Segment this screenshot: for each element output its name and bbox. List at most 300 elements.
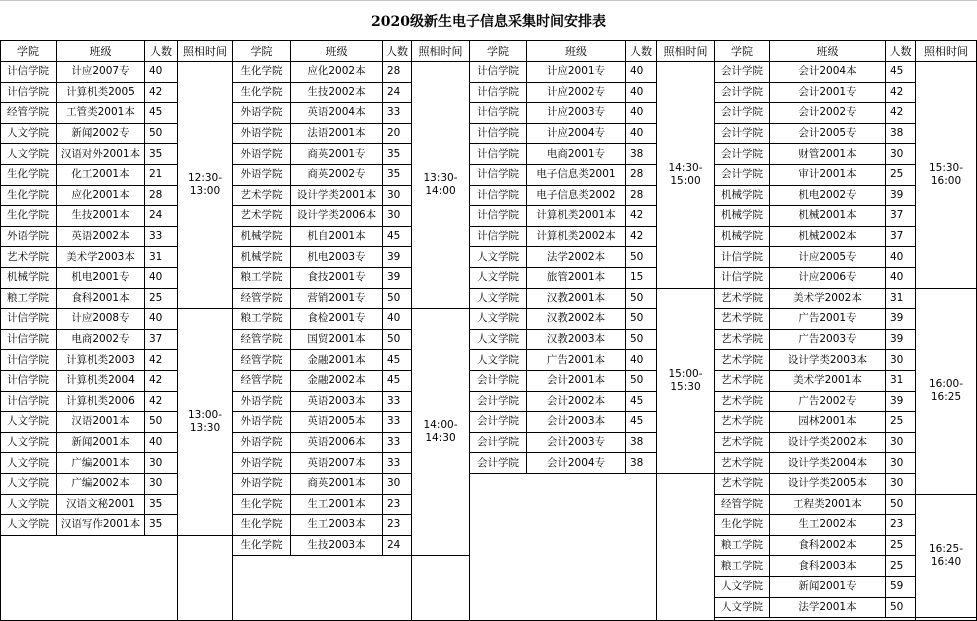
cell-class: 广告2001专 xyxy=(770,309,886,330)
cell-college: 会计学院 xyxy=(715,83,770,104)
schedule-table xyxy=(0,41,977,621)
cell-count: 25 xyxy=(886,412,916,433)
cell-class: 设计学类2001本 xyxy=(291,186,383,207)
cell-count: 25 xyxy=(886,165,916,186)
header-count: 人数 xyxy=(383,41,412,62)
cell-college: 人文学院 xyxy=(0,144,57,165)
cell-count: 42 xyxy=(145,371,178,392)
cell-class: 会计2004专 xyxy=(527,453,626,474)
cell-class: 美术学2001本 xyxy=(770,371,886,392)
cell-count: 33 xyxy=(383,453,412,474)
cell-count: 31 xyxy=(886,371,916,392)
cell-college: 经管学院 xyxy=(233,371,291,392)
cell-count: 23 xyxy=(383,495,412,516)
cell-count: 50 xyxy=(383,289,412,310)
cell-count: 24 xyxy=(383,536,412,557)
cell-class: 汉语文秘2001 xyxy=(57,495,145,516)
cell-college: 人文学院 xyxy=(0,433,57,454)
cell-class: 新闻2001专 xyxy=(770,577,886,598)
empty-area xyxy=(657,474,715,621)
cell-college: 粮工学院 xyxy=(715,556,770,577)
cell-class: 生工2002本 xyxy=(770,515,886,536)
cell-college: 生化学院 xyxy=(233,62,291,83)
cell-college: 计信学院 xyxy=(715,247,770,268)
cell-college: 会计学院 xyxy=(715,165,770,186)
cell-count: 42 xyxy=(626,206,657,227)
cell-class: 营销2001专 xyxy=(291,289,383,310)
cell-class: 机械2001本 xyxy=(770,206,886,227)
cell-class: 计应2006专 xyxy=(770,268,886,289)
cell-count: 20 xyxy=(383,124,412,145)
cell-count: 38 xyxy=(886,124,916,145)
cell-college: 会计学院 xyxy=(715,144,770,165)
cell-count: 25 xyxy=(886,556,916,577)
empty-area xyxy=(412,556,470,621)
cell-college: 计信学院 xyxy=(470,103,527,124)
cell-count: 38 xyxy=(626,433,657,454)
cell-college: 生化学院 xyxy=(715,515,770,536)
cell-class: 计应2005专 xyxy=(770,247,886,268)
cell-college: 人文学院 xyxy=(470,289,527,310)
cell-college: 计信学院 xyxy=(0,392,57,413)
cell-class: 广告2001本 xyxy=(527,350,626,371)
cell-college: 人文学院 xyxy=(715,598,770,619)
cell-count: 40 xyxy=(145,62,178,83)
cell-class: 国贸2001本 xyxy=(291,330,383,351)
cell-class: 计应2001专 xyxy=(527,62,626,83)
cell-class: 计算机类2001本 xyxy=(527,206,626,227)
cell-class: 设计学类2005本 xyxy=(770,474,886,495)
cell-count: 30 xyxy=(886,474,916,495)
cell-count: 30 xyxy=(886,144,916,165)
cell-college: 外语学院 xyxy=(233,165,291,186)
cell-count: 24 xyxy=(383,83,412,104)
cell-college: 艺术学院 xyxy=(715,412,770,433)
cell-class: 食检2001专 xyxy=(291,309,383,330)
empty-area xyxy=(233,556,412,621)
cell-count: 42 xyxy=(886,83,916,104)
header-class: 班级 xyxy=(527,41,626,62)
cell-class: 工程类2001本 xyxy=(770,495,886,516)
cell-class: 商英2002专 xyxy=(291,165,383,186)
cell-count: 30 xyxy=(383,474,412,495)
cell-class: 汉教2003本 xyxy=(527,330,626,351)
cell-count: 50 xyxy=(886,495,916,516)
time-slot: 12:30- 13:00 xyxy=(178,62,233,309)
cell-class: 食技2001专 xyxy=(291,268,383,289)
cell-count: 40 xyxy=(626,103,657,124)
cell-class: 机电2001专 xyxy=(57,268,145,289)
cell-class: 汉语对外2001本 xyxy=(57,144,145,165)
empty-area xyxy=(0,536,178,621)
cell-count: 35 xyxy=(145,144,178,165)
cell-college: 计信学院 xyxy=(0,83,57,104)
cell-college: 艺术学院 xyxy=(715,453,770,474)
time-slot: 16:00- 16:25 xyxy=(916,289,977,495)
cell-college: 生化学院 xyxy=(0,186,57,207)
empty-area xyxy=(470,474,657,621)
cell-college: 会计学院 xyxy=(715,62,770,83)
cell-college: 计信学院 xyxy=(470,83,527,104)
header-count: 人数 xyxy=(886,41,916,62)
cell-class: 审计2001本 xyxy=(770,165,886,186)
cell-college: 人文学院 xyxy=(470,268,527,289)
cell-college: 经管学院 xyxy=(0,103,57,124)
cell-class: 食科2003本 xyxy=(770,556,886,577)
cell-class: 应化2001本 xyxy=(57,186,145,207)
cell-class: 英语2007本 xyxy=(291,453,383,474)
cell-college: 会计学院 xyxy=(470,433,527,454)
cell-class: 法学2002本 xyxy=(527,247,626,268)
cell-class: 汉教2002本 xyxy=(527,309,626,330)
cell-class: 应化2002本 xyxy=(291,62,383,83)
cell-class: 生工2003本 xyxy=(291,515,383,536)
header-class: 班级 xyxy=(770,41,886,62)
cell-college: 外语学院 xyxy=(233,412,291,433)
cell-class: 计应2004专 xyxy=(527,124,626,145)
cell-count: 45 xyxy=(626,392,657,413)
cell-count: 40 xyxy=(145,268,178,289)
cell-college: 计信学院 xyxy=(470,227,527,248)
cell-count: 42 xyxy=(145,392,178,413)
cell-class: 电子信息类2002 xyxy=(527,186,626,207)
cell-count: 45 xyxy=(383,227,412,248)
header-time: 照相时间 xyxy=(178,41,233,62)
cell-count: 45 xyxy=(383,371,412,392)
cell-college: 人文学院 xyxy=(470,247,527,268)
cell-class: 金融2002本 xyxy=(291,371,383,392)
cell-class: 机电2003专 xyxy=(291,247,383,268)
cell-college: 艺术学院 xyxy=(715,433,770,454)
cell-class: 会计2005专 xyxy=(770,124,886,145)
cell-college: 人文学院 xyxy=(0,495,57,516)
cell-count: 40 xyxy=(626,62,657,83)
cell-count: 30 xyxy=(145,453,178,474)
cell-college: 机械学院 xyxy=(233,227,291,248)
cell-class: 会计2002本 xyxy=(527,392,626,413)
cell-college: 会计学院 xyxy=(470,412,527,433)
cell-count: 35 xyxy=(145,515,178,536)
cell-college: 计信学院 xyxy=(0,309,57,330)
cell-count: 50 xyxy=(626,309,657,330)
cell-count: 28 xyxy=(145,186,178,207)
cell-count: 23 xyxy=(886,515,916,536)
cell-count: 39 xyxy=(886,392,916,413)
cell-count: 30 xyxy=(145,474,178,495)
cell-class: 广编2001本 xyxy=(57,453,145,474)
cell-class: 会计2004本 xyxy=(770,62,886,83)
cell-count: 25 xyxy=(886,536,916,557)
cell-class: 会计2001本 xyxy=(527,371,626,392)
cell-count: 39 xyxy=(383,247,412,268)
cell-class: 英语2006本 xyxy=(291,433,383,454)
cell-college: 人文学院 xyxy=(0,474,57,495)
cell-count: 28 xyxy=(626,186,657,207)
cell-class: 计算机类2003 xyxy=(57,350,145,371)
cell-college: 粮工学院 xyxy=(233,268,291,289)
cell-college: 人文学院 xyxy=(470,350,527,371)
cell-class: 会计2003专 xyxy=(527,433,626,454)
cell-count: 30 xyxy=(383,186,412,207)
cell-college: 人文学院 xyxy=(0,412,57,433)
cell-class: 化工2001本 xyxy=(57,165,145,186)
cell-class: 食科2001本 xyxy=(57,289,145,310)
cell-class: 汉语写作2001本 xyxy=(57,515,145,536)
cell-class: 法学2001本 xyxy=(770,598,886,619)
cell-college: 经管学院 xyxy=(233,289,291,310)
cell-class: 计应2008专 xyxy=(57,309,145,330)
cell-college: 机械学院 xyxy=(715,186,770,207)
cell-class: 英语2002本 xyxy=(57,227,145,248)
empty-area xyxy=(178,536,233,621)
cell-college: 艺术学院 xyxy=(715,330,770,351)
cell-class: 工管类2001本 xyxy=(57,103,145,124)
cell-class: 美术学2003本 xyxy=(57,247,145,268)
cell-count: 40 xyxy=(145,309,178,330)
cell-college: 粮工学院 xyxy=(715,536,770,557)
cell-college: 经管学院 xyxy=(715,495,770,516)
cell-college: 外语学院 xyxy=(233,453,291,474)
cell-count: 38 xyxy=(626,144,657,165)
cell-college: 计信学院 xyxy=(470,206,527,227)
cell-college: 外语学院 xyxy=(233,124,291,145)
cell-class: 机电2002专 xyxy=(770,186,886,207)
cell-count: 45 xyxy=(886,62,916,83)
cell-count: 39 xyxy=(886,309,916,330)
cell-count: 15 xyxy=(626,268,657,289)
cell-college: 人文学院 xyxy=(470,309,527,330)
cell-count: 30 xyxy=(886,453,916,474)
cell-count: 45 xyxy=(145,103,178,124)
cell-college: 外语学院 xyxy=(233,433,291,454)
header-count: 人数 xyxy=(145,41,178,62)
cell-class: 设计学类2003本 xyxy=(770,350,886,371)
cell-count: 21 xyxy=(145,165,178,186)
cell-count: 30 xyxy=(886,350,916,371)
cell-count: 40 xyxy=(626,124,657,145)
header-college: 学院 xyxy=(715,41,770,62)
cell-college: 生化学院 xyxy=(233,495,291,516)
cell-college: 生化学院 xyxy=(233,515,291,536)
cell-college: 外语学院 xyxy=(233,392,291,413)
cell-count: 37 xyxy=(886,227,916,248)
cell-count: 31 xyxy=(145,247,178,268)
cell-class: 机自2001本 xyxy=(291,227,383,248)
cell-college: 计信学院 xyxy=(470,186,527,207)
cell-count: 33 xyxy=(383,392,412,413)
cell-count: 39 xyxy=(383,268,412,289)
cell-college: 艺术学院 xyxy=(0,247,57,268)
cell-class: 园林2001本 xyxy=(770,412,886,433)
cell-count: 23 xyxy=(383,515,412,536)
cell-college: 艺术学院 xyxy=(233,186,291,207)
cell-count: 39 xyxy=(886,330,916,351)
cell-college: 经管学院 xyxy=(233,330,291,351)
table-left-border xyxy=(0,41,1,621)
cell-class: 新闻2001本 xyxy=(57,433,145,454)
cell-college: 人文学院 xyxy=(0,515,57,536)
cell-count: 28 xyxy=(626,165,657,186)
cell-college: 人文学院 xyxy=(715,577,770,598)
cell-class: 设计学类2002本 xyxy=(770,433,886,454)
cell-class: 会计2001专 xyxy=(770,83,886,104)
cell-count: 28 xyxy=(383,62,412,83)
cell-count: 50 xyxy=(145,412,178,433)
cell-college: 会计学院 xyxy=(470,371,527,392)
cell-class: 食科2002本 xyxy=(770,536,886,557)
cell-college: 计信学院 xyxy=(0,350,57,371)
cell-class: 机械2002本 xyxy=(770,227,886,248)
time-slot: 13:00- 13:30 xyxy=(178,309,233,536)
header-class: 班级 xyxy=(291,41,383,62)
cell-class: 计算机类2005 xyxy=(57,83,145,104)
cell-class: 金融2001本 xyxy=(291,350,383,371)
time-slot: 13:30- 14:00 xyxy=(412,62,470,309)
cell-class: 设计学类2004本 xyxy=(770,453,886,474)
cell-class: 生工2001本 xyxy=(291,495,383,516)
cell-class: 电商2001专 xyxy=(527,144,626,165)
cell-class: 汉语2001本 xyxy=(57,412,145,433)
cell-college: 计信学院 xyxy=(470,165,527,186)
cell-college: 计信学院 xyxy=(0,62,57,83)
cell-college: 外语学院 xyxy=(233,474,291,495)
cell-class: 法语2001本 xyxy=(291,124,383,145)
cell-count: 40 xyxy=(145,433,178,454)
time-slot: 15:00- 15:30 xyxy=(657,289,715,474)
cell-college: 生化学院 xyxy=(0,165,57,186)
cell-college: 粮工学院 xyxy=(233,309,291,330)
cell-college: 机械学院 xyxy=(233,247,291,268)
time-slot: 14:00- 14:30 xyxy=(412,309,470,556)
cell-college: 生化学院 xyxy=(0,206,57,227)
cell-college: 生化学院 xyxy=(233,83,291,104)
cell-count: 37 xyxy=(145,330,178,351)
header-time: 照相时间 xyxy=(412,41,470,62)
cell-college: 艺术学院 xyxy=(715,289,770,310)
cell-class: 旅管2001本 xyxy=(527,268,626,289)
cell-college: 机械学院 xyxy=(715,206,770,227)
cell-count: 33 xyxy=(383,103,412,124)
header-college: 学院 xyxy=(470,41,527,62)
cell-class: 广告2002专 xyxy=(770,392,886,413)
cell-count: 40 xyxy=(626,83,657,104)
cell-college: 人文学院 xyxy=(0,453,57,474)
header-count: 人数 xyxy=(626,41,657,62)
cell-class: 英语2005本 xyxy=(291,412,383,433)
cell-college: 机械学院 xyxy=(0,268,57,289)
cell-count: 40 xyxy=(383,309,412,330)
cell-class: 设计学类2006本 xyxy=(291,206,383,227)
time-slot: 15:30- 16:00 xyxy=(916,62,977,289)
cell-count: 42 xyxy=(145,350,178,371)
cell-college: 计信学院 xyxy=(715,268,770,289)
cell-count: 38 xyxy=(626,453,657,474)
cell-college: 艺术学院 xyxy=(715,371,770,392)
time-slot: 16:25- 16:40 xyxy=(916,495,977,619)
cell-college: 计信学院 xyxy=(470,62,527,83)
cell-class: 会计2002专 xyxy=(770,103,886,124)
cell-college: 人文学院 xyxy=(470,330,527,351)
cell-class: 计算机类2006 xyxy=(57,392,145,413)
cell-college: 艺术学院 xyxy=(233,206,291,227)
cell-college: 计信学院 xyxy=(470,144,527,165)
cell-class: 电商2002专 xyxy=(57,330,145,351)
cell-college: 经管学院 xyxy=(233,350,291,371)
cell-count: 35 xyxy=(383,144,412,165)
cell-count: 50 xyxy=(626,289,657,310)
cell-class: 商英2001专 xyxy=(291,144,383,165)
header-college: 学院 xyxy=(0,41,57,62)
cell-class: 商英2001本 xyxy=(291,474,383,495)
cell-count: 50 xyxy=(145,124,178,145)
cell-count: 50 xyxy=(626,247,657,268)
header-time: 照相时间 xyxy=(657,41,715,62)
cell-college: 粮工学院 xyxy=(0,289,57,310)
cell-class: 计应2007专 xyxy=(57,62,145,83)
cell-college: 外语学院 xyxy=(233,103,291,124)
cell-college: 会计学院 xyxy=(715,103,770,124)
cell-class: 计算机类2004 xyxy=(57,371,145,392)
cell-count: 40 xyxy=(626,350,657,371)
cell-count: 37 xyxy=(886,206,916,227)
cell-college: 会计学院 xyxy=(715,124,770,145)
cell-class: 英语2004本 xyxy=(291,103,383,124)
cell-class: 生技2003本 xyxy=(291,536,383,557)
cell-college: 计信学院 xyxy=(470,124,527,145)
cell-college: 生化学院 xyxy=(233,536,291,557)
cell-count: 50 xyxy=(626,330,657,351)
cell-count: 35 xyxy=(383,165,412,186)
header-college: 学院 xyxy=(233,41,291,62)
cell-class: 英语2003本 xyxy=(291,392,383,413)
cell-college: 外语学院 xyxy=(0,227,57,248)
cell-count: 50 xyxy=(383,330,412,351)
cell-class: 生技2002本 xyxy=(291,83,383,104)
cell-count: 40 xyxy=(886,268,916,289)
cell-count: 45 xyxy=(383,350,412,371)
cell-class: 汉教2001本 xyxy=(527,289,626,310)
cell-count: 39 xyxy=(886,186,916,207)
cell-class: 计应2002专 xyxy=(527,83,626,104)
cell-class: 财管2001本 xyxy=(770,144,886,165)
cell-class: 电子信息类2001 xyxy=(527,165,626,186)
time-slot: 14:30- 15:00 xyxy=(657,62,715,289)
cell-count: 35 xyxy=(145,495,178,516)
cell-count: 31 xyxy=(886,289,916,310)
cell-college: 艺术学院 xyxy=(715,474,770,495)
cell-college: 计信学院 xyxy=(0,371,57,392)
cell-count: 42 xyxy=(145,83,178,104)
cell-class: 广告2003专 xyxy=(770,330,886,351)
cell-count: 30 xyxy=(886,433,916,454)
header-time: 照相时间 xyxy=(916,41,977,62)
cell-class: 计应2003专 xyxy=(527,103,626,124)
page-title: 2020级新生电子信息采集时间安排表 xyxy=(0,0,977,41)
cell-count: 59 xyxy=(886,577,916,598)
cell-count: 45 xyxy=(626,412,657,433)
cell-class: 新闻2002专 xyxy=(57,124,145,145)
cell-count: 25 xyxy=(145,289,178,310)
cell-class: 计算机类2002本 xyxy=(527,227,626,248)
cell-college: 外语学院 xyxy=(233,144,291,165)
cell-class: 会计2003本 xyxy=(527,412,626,433)
cell-count: 50 xyxy=(626,371,657,392)
cell-college: 机械学院 xyxy=(715,227,770,248)
cell-college: 会计学院 xyxy=(470,453,527,474)
cell-count: 30 xyxy=(383,206,412,227)
cell-college: 艺术学院 xyxy=(715,350,770,371)
cell-count: 50 xyxy=(886,598,916,619)
